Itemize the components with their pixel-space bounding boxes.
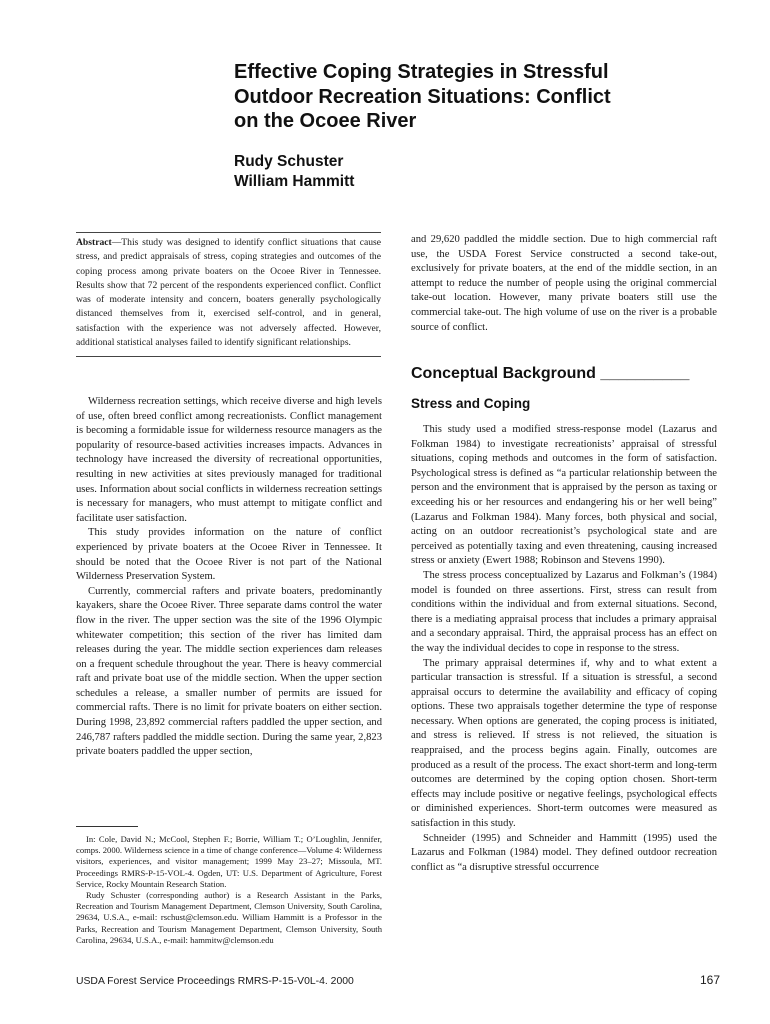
abstract-body: —This study was designed to identify conflict situations that cause stress, and predict appraisals of stress, coping strategies and outcomes of the coping process among private boaters on the Ocoee River in Tennessee. Results show that 72 percent of the respondents experienced conflict. Conflict was of moderate intensity and concern, boaters generally psychologically distanced themselves from it, exercised self-control, and in general, satisfaction with the experience was not adversely affected. However, additional statistical analyses failed to identify significant relationships.: [76, 237, 381, 349]
body-paragraph: and 29,620 paddled the middle section. Due to high commercial raft use, the USDA Forest Service constructed a second take-out, exclusively for private boaters, at the end of the middle section, in an attempt to reduce the number of people using the original commercial take-out location. However, many private boaters still use the commercial take-out. The high volume of use on the river is a probable source of conflict.: [411, 234, 717, 333]
footnote-citation: In: Cole, David N.; McCool, Stephen F.; Borrie, William T.; O’Loughlin, Jennifer, comps. 2000. Wilderness science in a time of change conference—Volume 4: Wilderness visitors, experiences, and visitor management; 1999 May 23–27; Missoula, MT. Proceedings RMRS-P-15-VOL-4. Ogden, UT: U.S. Department of Agriculture, Forest Service, Rocky Mountain Research Station.: [76, 834, 382, 889]
body-paragraph: Currently, commercial rafters and private boaters, predominantly kayakers, share the Ocoee River. Three separate dams control the water flow in the river. The upper section was the site of the 1996 Olympic whitewater competition; this section of the river has limited dam releases during the year. The middle section experiences dam releases on a frequent schedule throughout the year. There is heavy commercial raft and private boat use of the middle section. When the upper section schedules a release, a smaller number of permits are issued for commercial rafts. There is no limit for private boaters on either section. During 1998, 23,892 commercial rafters paddled the upper section, and 246,787 rafters paddled the middle section. During the same year, 2,823 private boaters paddled the upper section,: [76, 585, 382, 758]
body-paragraph: Wilderness recreation settings, which receive diverse and high levels of use, often breed conflict among recreationists. Conflict management is becoming a formidable issue for wilderness resource managers as the popularity of resource-based activities increases impacts. Advances in technology have increased the diversity of recreational opportunities, resulting in new activities at sites previously managed for traditional uses. Information about social conflicts in wilderness recreation settings is necessary for managers, who must attempt to mitigate conflict and facilitate user satisfaction.: [76, 396, 382, 524]
abstract-box: [76, 232, 381, 357]
paper-title: Effective Coping Strategies in Stressful Outdoor Recreation Situations: Conflict on the Ocoee River: [234, 61, 611, 132]
page-number: 167: [699, 973, 720, 987]
right-column-continuation: [411, 233, 717, 335]
abstract-label: Abstract: [76, 237, 112, 248]
body-paragraph: This study used a modified stress-response model (Lazarus and Folkman 1984) to investigate recreationists’ appraisal of stressful situations, coping methods and outcomes in the form of satisfaction. Psychological stress is defined as “a particular relationship between the person and the environment that is appraised by the person as taxing or exceeding his or her resources and endangering his or her well being” (Lazarus and Folkman 1984). Many forces, both physical and social, acting on an outdoor recreationist’s psychological state and are perceived as potentially taxing and even threatening, causing increased stress or anxiety (Ewert 1988; Robinson and Stevens 1990).: [411, 424, 717, 567]
footnote-divider: [76, 826, 138, 827]
body-paragraph: This study provides information on the nature of conflict experienced by private boaters at the Ocoee River in Tennessee. It should be noted that the Ocoee River is not part of the National Wilderness Preservation System.: [76, 527, 382, 583]
footer-proceedings: USDA Forest Service Proceedings RMRS-P-15-V0L-4. 2000: [76, 976, 354, 987]
footnote: [76, 834, 382, 946]
author-name: William Hammitt: [234, 173, 355, 190]
abstract-text: [76, 236, 381, 350]
subsection-heading: Stress and Coping: [411, 396, 531, 411]
section-heading: Conceptual Background __________: [411, 365, 690, 382]
author-list: [234, 152, 634, 192]
left-column-body: [76, 395, 382, 760]
footnote-author-info: Rudy Schuster (corresponding author) is a Research Assistant in the Parks, Recreation and Tourism Management Department, Clemson University, South Carolina, 29634, U.S.A., e-mail: rschust@clemson.edu. William Hammitt is a Professor in the Parks, Recreation and Tourism Management Department, Clemson University, South Carolina, 29634, U.S.A., e-mail: hammitw@clemson.edu: [76, 890, 382, 945]
body-paragraph: The stress process conceptualized by Lazarus and Folkman’s (1984) model is founded on three assertions. First, stress can result from conditions within the individual and from external situations. Second, there is a mediating appraisal process that includes a primary appraisal and a secondary appraisal. Third, the appraisal process has an effect on the way the individual decides to cope in response to the stress.: [411, 569, 717, 654]
body-paragraph: The primary appraisal determines if, why and to what extent a particular transaction is stressful. If a situation is stressful, a second appraisal occurs to determine the availability and efficacy of coping options. These two appraisals together determine the type of response necessary. When options are generated, the coping process is initiated, and stress is relieved. If stress is not relieved, the situation is reappraised, and the process begins again. Finally, outcomes are produced as a result of the process. The exact short-term and long-term outcomes are determined by the coping option chosen. Short-term effects may include positive or negative feelings, psychological effects or diminished experiences. Short-term outcomes were measured as satisfaction in this study.: [411, 657, 717, 830]
author-name: Rudy Schuster: [234, 153, 344, 170]
body-paragraph: Schneider (1995) and Schneider and Hammitt (1995) used the Lazarus and Folkman (1984) model. They defined outdoor recreation conflict as “a disruptive stressful occurrence: [411, 832, 717, 873]
right-column-body: [411, 423, 717, 875]
